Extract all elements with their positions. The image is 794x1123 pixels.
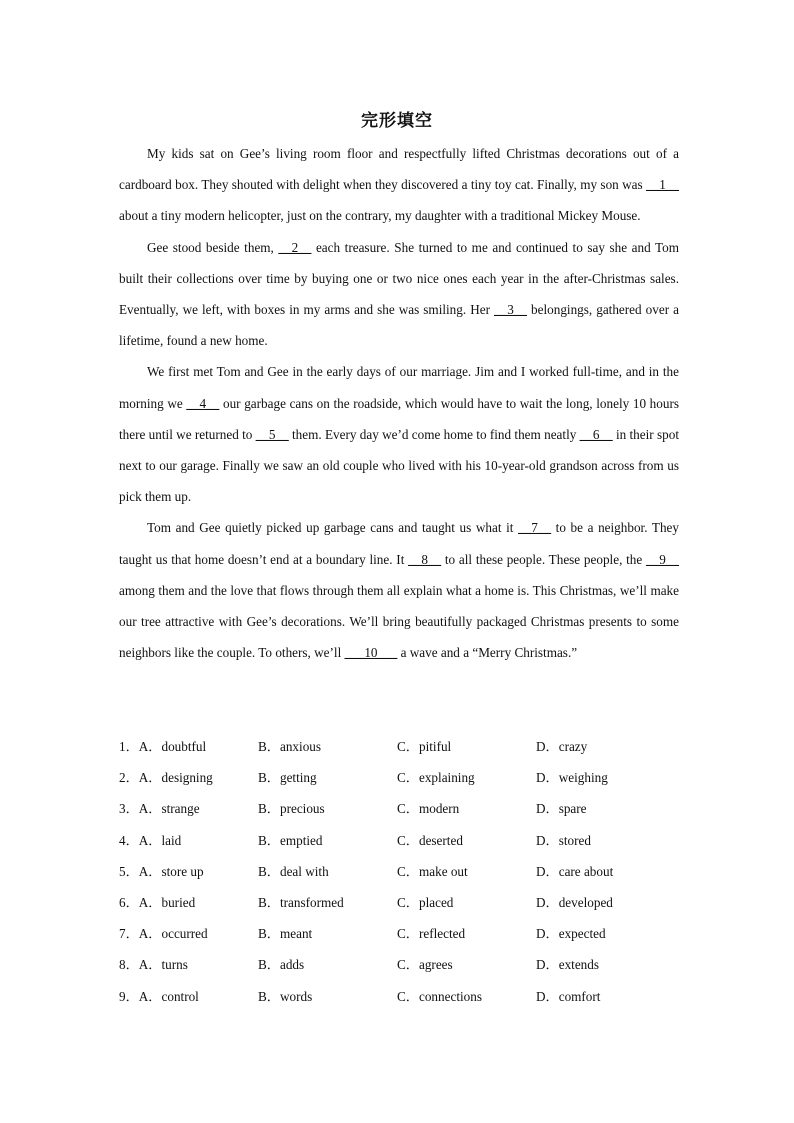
option-a: A．turns — [138, 957, 188, 973]
text: Gee stood beside them, — [147, 239, 279, 255]
option-d: D．weighing — [536, 770, 608, 786]
blank-9: __9__ — [646, 551, 679, 567]
question-number: 2． — [119, 770, 139, 786]
question-number: 8． — [119, 957, 139, 973]
question-9-option-a — [119, 981, 199, 1012]
page-title: 完形填空 — [361, 111, 433, 131]
paragraph-4 — [119, 512, 679, 668]
text: them. Every day we’d come home to find them neatly — [288, 426, 580, 442]
option-c: C．reflected — [397, 926, 466, 942]
question-3-option-a — [119, 793, 200, 824]
question-number: 9． — [119, 988, 139, 1004]
option-c: C．pitiful — [397, 739, 452, 754]
question-number: 6． — [119, 894, 139, 910]
question-number: 4． — [119, 832, 139, 848]
option-b: B．transformed — [258, 894, 344, 910]
question-row — [119, 762, 679, 793]
option-a: A．doubtful — [138, 739, 207, 754]
question-row — [119, 918, 679, 949]
blank-5: __5__ — [255, 426, 289, 442]
blank-8: __8__ — [408, 551, 442, 567]
paragraph-1 — [119, 138, 679, 232]
question-4-option-a — [119, 825, 181, 856]
option-d: D．expected — [536, 926, 606, 942]
question-8-option-a — [119, 949, 188, 980]
option-c: C．placed — [397, 894, 454, 910]
question-1-option-a — [119, 731, 206, 762]
paragraph-3 — [119, 356, 679, 512]
text: belongings, gathered over a lifetime, found a new home. — [119, 302, 679, 349]
option-c: C．deserted — [397, 832, 463, 848]
question-number: 3． — [119, 801, 139, 817]
text: each treasure. She turned to me and continued to say she and Tom built their collections over time by buying one or two nice ones each year in the after-Christmas sales. Eventually, we left, with boxes in my arms and she was smiling. Her — [119, 239, 679, 318]
blank-2: __2__ — [278, 239, 312, 255]
question-row — [119, 981, 679, 1012]
option-c: C．explaining — [397, 770, 475, 786]
option-a: A．laid — [138, 832, 182, 848]
text: Tom and Gee quietly picked up garbage cans and taught us what it — [147, 520, 519, 536]
option-b: B．emptied — [258, 832, 323, 848]
text: about a tiny modern helicopter, just on the contrary, my daughter with a traditional Mickey Mouse. — [119, 208, 641, 224]
text: to all these people. These people, the — [441, 551, 647, 567]
text: our garbage cans on the roadside, which would have to wait the long, lonely 10 hours there until we returned to — [119, 395, 679, 442]
option-a: A．designing — [138, 770, 213, 786]
question-row — [119, 887, 679, 918]
option-c: C．connections — [397, 988, 482, 1004]
paragraph-2 — [119, 232, 679, 357]
option-d: D．extends — [536, 957, 599, 973]
text: among them and the love that flows through them all explain what a home is. This Christmas, we’ll make our tree attractive with Gee’s decorations. We’ll bring beautifully packaged Christmas presents to some neighbors like the couple. To others, we’ll — [119, 582, 679, 661]
option-d: D．crazy — [536, 739, 588, 754]
question-row — [119, 949, 679, 980]
question-6-option-a — [119, 887, 195, 918]
blank-6: __6__ — [579, 426, 613, 442]
question-2-option-a — [119, 762, 213, 793]
option-c: C．make out — [397, 863, 468, 879]
option-a: A．control — [138, 988, 199, 1004]
option-a: A．buried — [138, 894, 196, 910]
option-b: B．getting — [258, 770, 317, 786]
option-b: B．adds — [258, 957, 305, 973]
text: to be a neighbor. They taught us that home doesn’t end at a boundary line. It — [119, 520, 679, 567]
blank-3: __3__ — [494, 302, 527, 318]
option-a: A．occurred — [138, 926, 208, 942]
text: in their spot next to our garage. Finally we saw an old couple who lived with his 10-year-old grandson across from us pick them up. — [119, 426, 679, 505]
option-b: B．deal with — [258, 863, 329, 879]
option-c: C．modern — [397, 801, 460, 817]
text: We first met Tom and Gee in the early days of our marriage. Jim and I worked full-time, and in the morning we — [119, 364, 679, 411]
option-d: D．developed — [536, 894, 613, 910]
blank-7: __7__ — [518, 520, 552, 536]
question-number: 7． — [119, 926, 139, 942]
question-row — [119, 825, 679, 856]
question-row — [119, 856, 679, 887]
option-b: B．words — [258, 988, 313, 1004]
answer-options — [119, 731, 679, 1012]
question-row — [119, 793, 679, 824]
blank-4: __4__ — [186, 395, 220, 411]
question-number: 1． — [119, 739, 139, 754]
question-5-option-a — [119, 856, 204, 887]
option-d: D．comfort — [536, 988, 601, 1004]
option-b: B．meant — [258, 926, 313, 942]
option-d: D．spare — [536, 801, 587, 817]
cloze-passage — [119, 138, 679, 668]
question-number: 5． — [119, 863, 139, 879]
question-row — [119, 731, 679, 762]
option-c: C．agrees — [397, 957, 453, 973]
option-b: B．precious — [258, 801, 325, 817]
question-7-option-a — [119, 918, 208, 949]
option-a: A．strange — [138, 801, 200, 817]
text: a wave and a “Merry Christmas.” — [397, 645, 578, 661]
option-b: B．anxious — [258, 739, 322, 754]
option-d: D．care about — [536, 863, 614, 879]
option-d: D．stored — [536, 832, 591, 848]
blank-1: __1__ — [646, 177, 679, 193]
blank-10: ___10___ — [344, 645, 398, 661]
text: My kids sat on Gee’s living room floor and respectfully lifted Christmas decorations out of a cardboard box. They shouted with delight when they discovered a tiny toy cat. Finally, my son was — [119, 146, 679, 193]
option-a: A．store up — [138, 863, 204, 879]
